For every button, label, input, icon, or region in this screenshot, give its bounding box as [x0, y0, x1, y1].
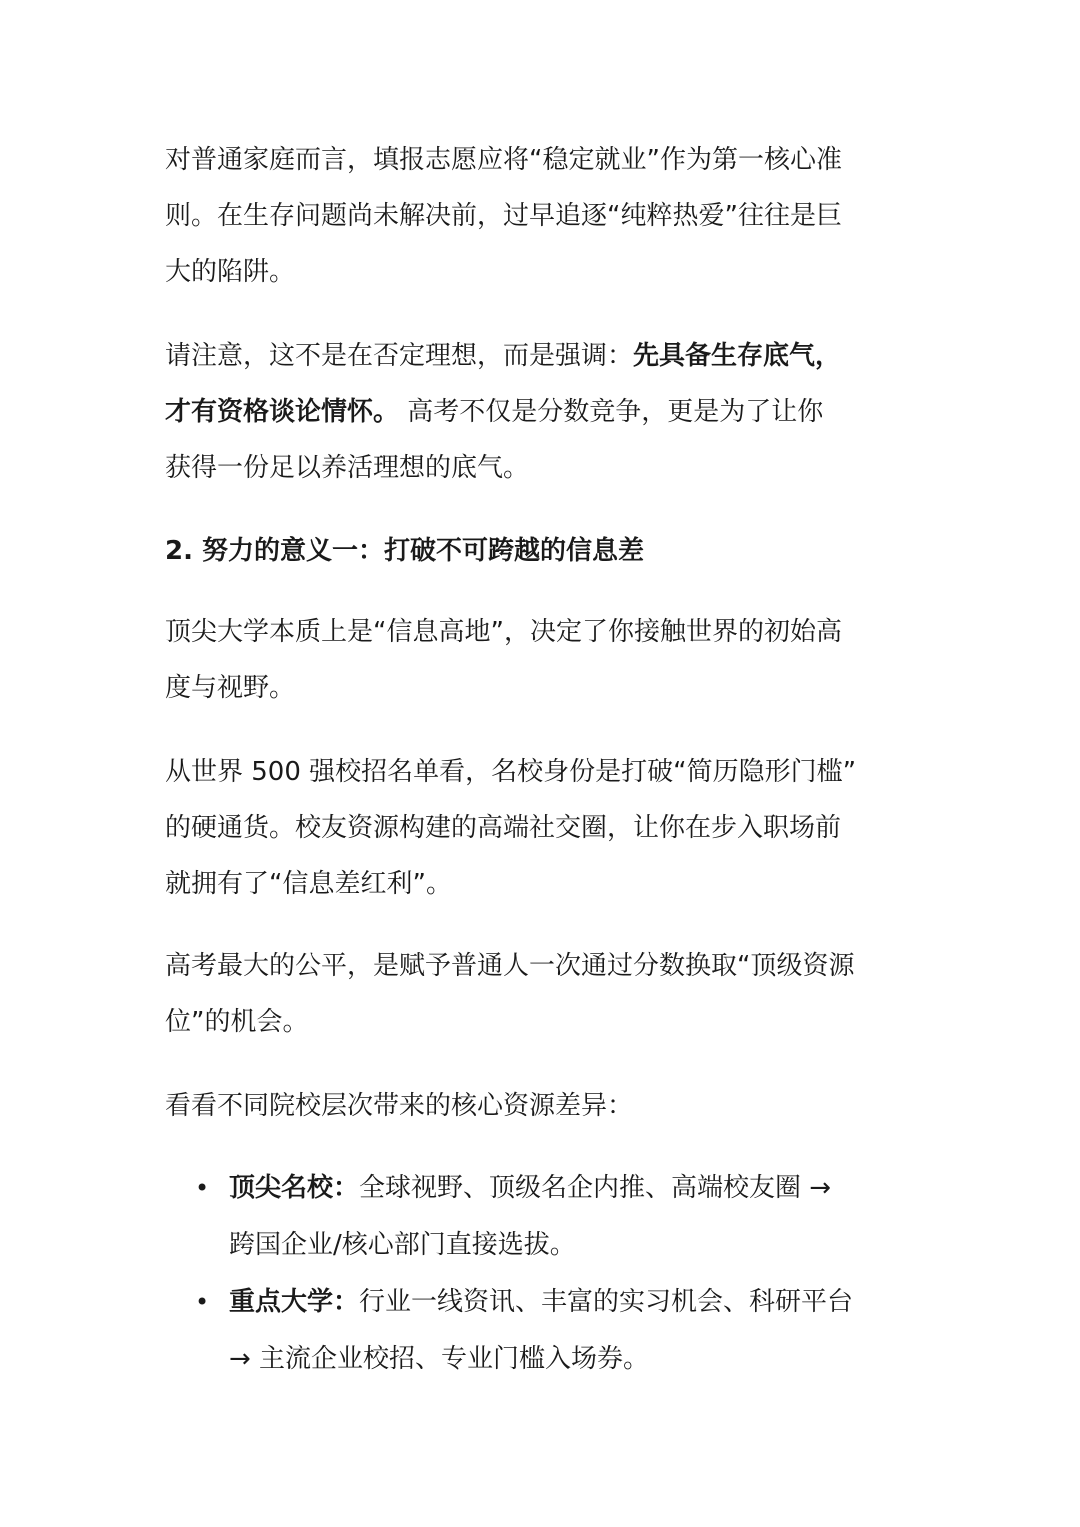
- paragraph-6-line-1: 看看不同院校层次带来的核心资源差异：: [165, 1091, 634, 1121]
- paragraph-4-line-1: 从世界 500 强校招名单看，名校身份是打破“简历隐形门槛”: [165, 757, 857, 787]
- paragraph-2-line-2: [165, 394, 823, 430]
- paragraph-1-line-3: 大的陷阱。: [165, 257, 296, 287]
- list-item-1-label: 顶尖名校：: [229, 1173, 360, 1203]
- list-item-1-line-2: 跨国企业/核心部门直接选拔。: [229, 1230, 576, 1260]
- list-bullet-2: •: [195, 1288, 210, 1316]
- paragraph-2-text-cont: 高考不仅是分数竞争，更是为了让你: [399, 397, 824, 427]
- paragraph-5-line-2: 位”的机会。: [165, 1007, 309, 1037]
- paragraph-3-line-1: 顶尖大学本质上是“信息高地”，决定了你接触世界的初始高: [165, 617, 842, 647]
- paragraph-2-line-1: [165, 338, 841, 374]
- paragraph-5-line-1: 高考最大的公平，是赋予普通人一次通过分数换取“顶级资源: [165, 951, 855, 981]
- paragraph-2-line-3: 获得一份足以养活理想的底气。: [165, 453, 530, 483]
- list-item-2-label: 重点大学：: [229, 1287, 360, 1317]
- list-item-2-line-1: [229, 1284, 853, 1320]
- paragraph-1-line-2: 则。在生存问题尚未解决前，过早追逐“纯粹热爱”往往是巨: [165, 201, 842, 231]
- section-heading-2: 2. 努力的意义一：打破不可跨越的信息差: [165, 536, 645, 566]
- paragraph-2-emphasis-2: 才有资格谈论情怀。: [165, 397, 400, 427]
- paragraph-2-emphasis-1: 先具备生存底气，: [633, 341, 842, 371]
- list-item-1-text: 全球视野、顶级名企内推、高端校友圈 →: [359, 1173, 832, 1203]
- paragraph-1-line-1: 对普通家庭而言，填报志愿应将“稳定就业”作为第一核心准: [165, 145, 842, 175]
- list-item-2-line-2: → 主流企业校招、专业门槛入场券。: [229, 1344, 650, 1374]
- list-item-1-line-1: [229, 1170, 831, 1206]
- list-item-2-text: 行业一线资讯、丰富的实习机会、科研平台: [359, 1287, 854, 1317]
- list-bullet-1: •: [195, 1174, 210, 1202]
- paragraph-3-line-2: 度与视野。: [165, 673, 296, 703]
- paragraph-2-text: 请注意，这不是在否定理想，而是强调：: [165, 341, 634, 371]
- paragraph-4-line-2: 的硬通货。校友资源构建的高端社交圈，让你在步入职场前: [165, 813, 842, 843]
- paragraph-4-line-3: 就拥有了“信息差红利”。: [165, 869, 452, 899]
